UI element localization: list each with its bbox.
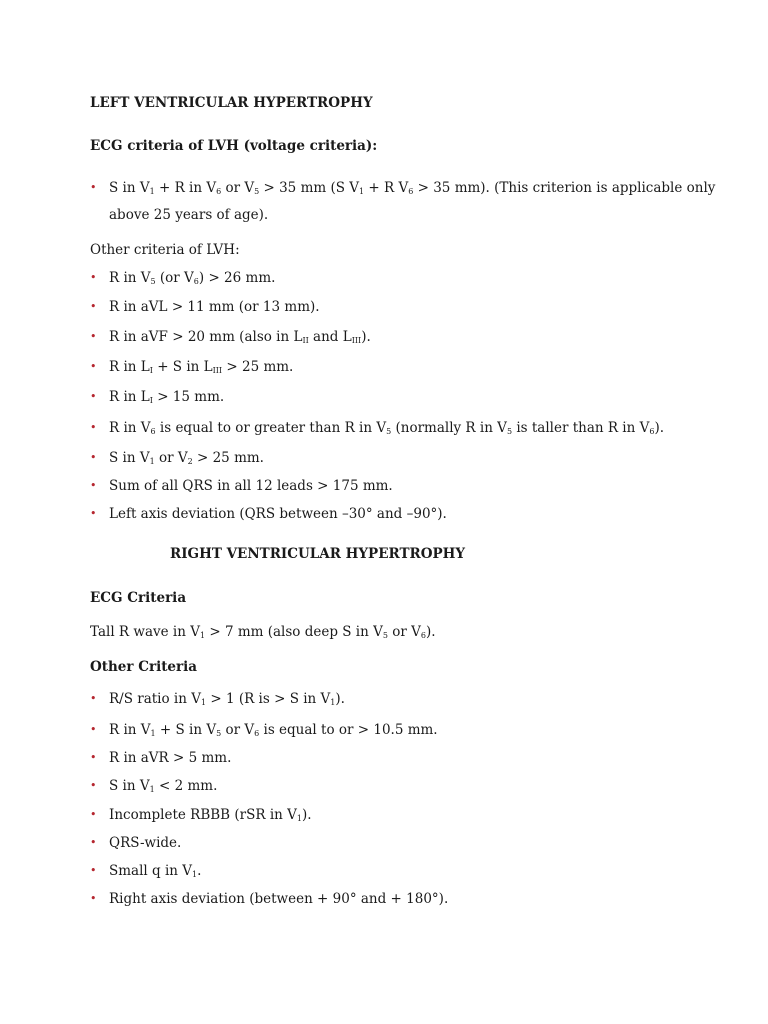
bullet-marker: • (90, 181, 97, 194)
bullet-text: S in $V_1$ or $V_2 > 25$ mm. (109, 450, 264, 466)
bullet-marker: • (90, 864, 97, 877)
bullet-text: Small q in $V_1$. (109, 863, 202, 879)
bullet-text: Incomplete RBBB (rSR in $V_1$). (109, 807, 312, 823)
rvh-title: RIGHT VENTRICULAR HYPERTROPHY (170, 546, 466, 562)
bullet-marker: • (90, 451, 97, 464)
bullet-marker: • (90, 390, 97, 403)
bullet-text: Right axis deviation (between + 90° and + 180°). (109, 891, 449, 907)
bullet-marker: • (90, 507, 97, 520)
bullet-text: R/S ratio in $V_1 > 1$ (R is > S in $V_1$). (109, 691, 345, 707)
bullet-marker: • (90, 300, 97, 313)
bullet-marker: • (90, 330, 97, 343)
bullet-text: S in $V_1 < 2$ mm. (109, 778, 218, 794)
bullet-marker: • (90, 836, 97, 849)
lvh-title: LEFT VENTRICULAR HYPERTROPHY (90, 95, 373, 111)
bullet-marker: • (90, 779, 97, 792)
bullet-text: R in $V_6$ is equal to or greater than R in $V_5$ (normally R in $V_5$ is taller than R in $V_6$). (109, 420, 665, 436)
lvh-other-label: Other criteria of LVH: (90, 242, 240, 258)
bullet-marker: • (90, 271, 97, 284)
bullet-marker: • (90, 808, 97, 821)
rvh-ecg-label: ECG Criteria (90, 590, 187, 606)
bullet-text: Sum of all QRS in all 12 leads > 175 mm. (109, 478, 393, 494)
bullet-marker: • (90, 723, 97, 736)
bullet-text: Left axis deviation (QRS between –30° and –90°). (109, 506, 447, 522)
bullet-text: R in $L_I + S$ in $L_{III} > 25$ mm. (109, 359, 294, 375)
bullet-text: R in aVF > 20 mm (also in $L_{II}$ and $L_{III}$). (109, 329, 371, 345)
bullet-text: QRS-wide. (109, 835, 182, 851)
bullet-text: R in $V_1 + S$ in $V_5$ or $V_6$ is equal to or > 10.5 mm. (109, 722, 438, 738)
bullet-marker: • (90, 892, 97, 905)
rvh-tall-r: Tall R wave in $V_1 > 7$ mm (also deep S in $V_5$ or $V_6$). (90, 624, 436, 640)
bullet-marker: • (90, 360, 97, 373)
bullet-text: R in $L_I > 15$ mm. (109, 389, 225, 405)
bullet-text: S in $V_1 + R$ in $V_6$ or $V_5 > 35$ mm (S $V_1 + R$ $V_6 > 35$ mm). (This criterion is applicable only (109, 180, 716, 196)
bullet-marker: • (90, 751, 97, 764)
bullet-marker: • (90, 692, 97, 705)
bullet-text: R in aVR > 5 mm. (109, 750, 232, 766)
rvh-other-label: Other Criteria (90, 659, 198, 675)
lvh-subtitle: ECG criteria of LVH (voltage criteria): (90, 138, 378, 154)
bullet-text: R in $V_5$ (or $V_6) > 26$ mm. (109, 270, 276, 286)
lvh-main-bullet-continuation: above 25 years of age). (109, 207, 269, 223)
bullet-marker: • (90, 421, 97, 434)
bullet-marker: • (90, 479, 97, 492)
bullet-text: R in aVL > 11 mm (or 13 mm). (109, 299, 320, 315)
